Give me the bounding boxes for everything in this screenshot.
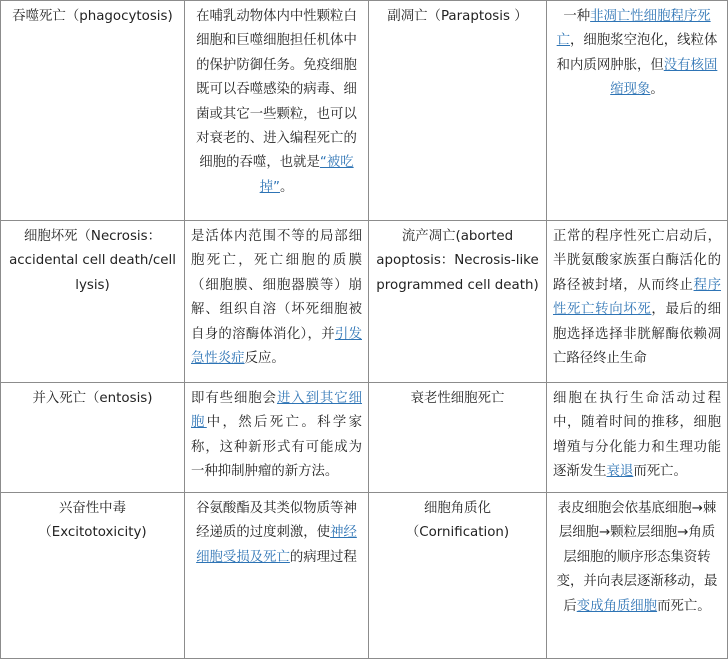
term-cell: 吞噬死亡（phagocytosis) (1, 1, 185, 221)
description-text: 一种 (563, 9, 591, 24)
description-text: 的病理过程 (289, 549, 357, 565)
term-cell: 细胞角质化（Cornification) (369, 493, 547, 659)
term-cell: 兴奋性中毒（Excitotoxicity) (1, 493, 185, 659)
description-cell (547, 493, 728, 659)
description-text: 在哺乳动物体内中性颗粒白细胞和巨噬细胞担任机体中的保护防御任务。免疫细胞既可以吞噬感染的病毒、细菌或其它一些颗粒，也可以对衰老的、进入编程死亡的细胞的吞噬，也就是 (196, 9, 357, 171)
description-text: 细胞在执行生命活动过程中，随着时间的推移，细胞增殖与分化能力和生理功能逐渐发生 (553, 391, 721, 480)
description-text: ，最后的细胞选择选择非胱解酶依赖凋亡路径终止生命 (553, 302, 722, 367)
description-link[interactable]: 程序性死亡转向坏死 (553, 277, 722, 318)
description-text: 。 (650, 82, 664, 98)
description-text: 是活体内范围不等的局部细胞死亡，死亡细胞的质膜（细胞膜、细胞器膜等）崩解、组织自溶（坏死细胞被自身的溶酶体消化），并 (191, 229, 362, 342)
description-link[interactable]: 衰退 (606, 464, 634, 480)
description-text: 而死亡。 (633, 464, 687, 480)
description-cell (547, 383, 728, 493)
description-cell (185, 383, 369, 493)
description-link[interactable]: 没有核固缩现象 (610, 57, 718, 98)
description-text: 而死亡。 (657, 598, 711, 614)
term-cell: 衰老性细胞死亡 (369, 383, 547, 493)
description-cell (185, 493, 369, 659)
table-row (1, 1, 728, 221)
description-link[interactable]: “被吃掉” (259, 155, 354, 195)
description-cell (185, 221, 369, 383)
description-text: 正常的程序性死亡启动后，半胱氨酸家族蛋白酶活化的路径被封堵，从而终止 (553, 229, 721, 293)
description-cell (185, 1, 369, 221)
table-row (1, 493, 728, 659)
description-link[interactable]: 神经细胞受损及死亡 (196, 525, 357, 565)
term-cell: 并入死亡（entosis) (1, 383, 185, 493)
description-text: 谷氨酸酯及其类似物质等神经递质的过度刺激，使 (196, 501, 357, 541)
description-text: ，细胞浆空泡化，线粒体和内质网肿胀，但 (556, 33, 718, 73)
term-cell: 副凋亡（Paraptosis ） (369, 1, 547, 221)
description-link[interactable]: 进入到其它细胞 (191, 391, 362, 431)
term-cell: 流产凋亡(aborted apoptosis：Necrosis-like programmed cell death) (369, 221, 547, 383)
description-text: 中，然后死亡。科学家称，这种新形式有可能成为一种抑制肿瘤的新方法。 (191, 415, 363, 480)
term-cell: 细胞坏死（Necrosis：accidental cell death/cell lysis) (1, 221, 185, 383)
description-text: 表皮细胞会依基底细胞→棘层细胞→颗粒层细胞→角质层细胞的顺序形态集资转变，并向表层逐渐移动，最后 (556, 501, 718, 614)
table-row (1, 383, 728, 493)
description-text: 反应。 (244, 351, 285, 367)
description-link[interactable]: 引发急性炎症 (191, 326, 362, 367)
description-cell (547, 221, 728, 383)
description-link[interactable]: 非凋亡性细胞程序死亡 (556, 9, 711, 49)
description-link[interactable]: 变成角质细胞 (576, 598, 658, 614)
description-text: 。 (279, 179, 294, 195)
description-cell (547, 1, 728, 221)
description-text: 即有些细胞会 (191, 391, 277, 406)
table-row (1, 221, 728, 383)
